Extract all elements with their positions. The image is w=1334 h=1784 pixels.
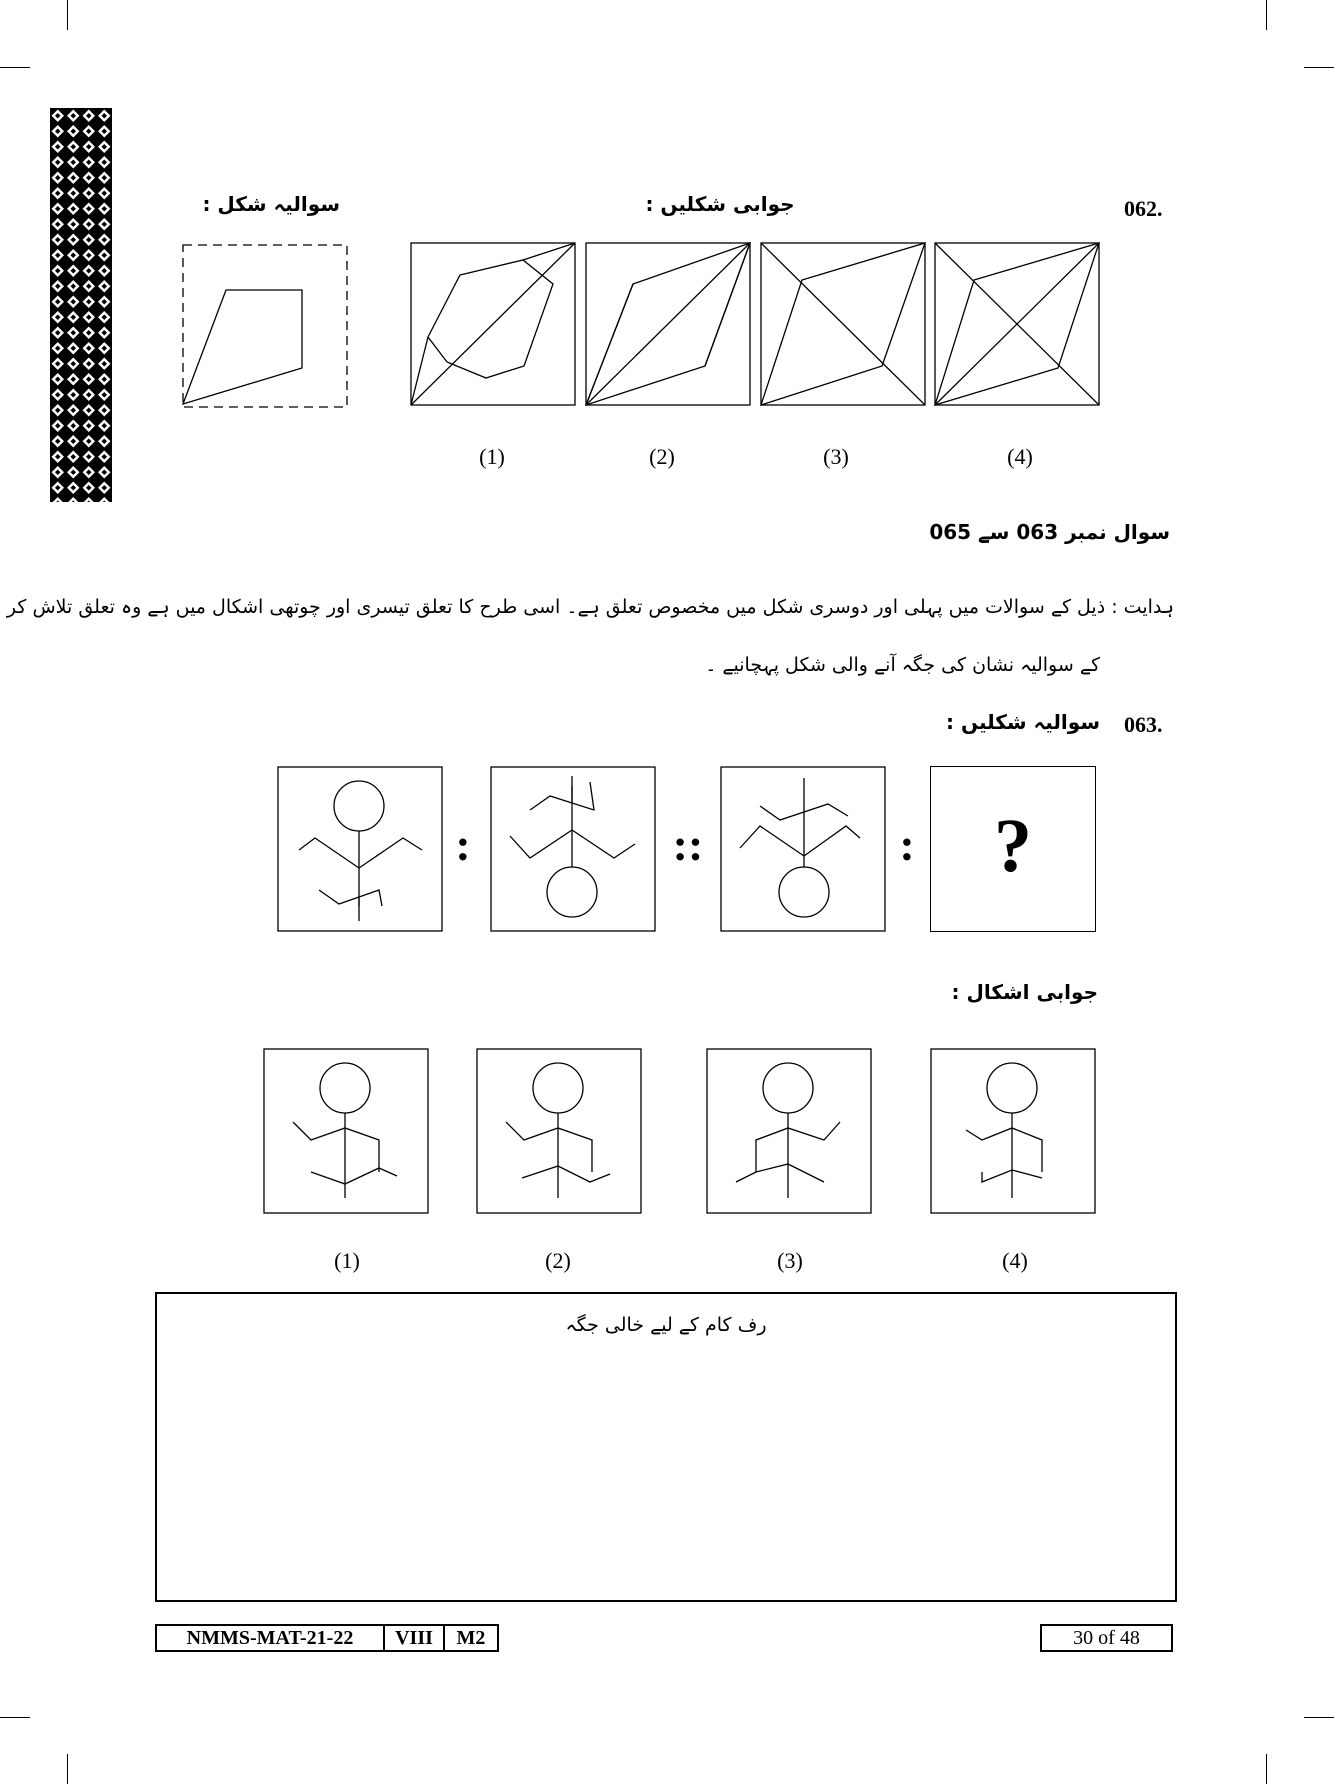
q62-answer-figure-1 bbox=[410, 242, 578, 408]
crop-mark bbox=[67, 0, 68, 30]
footer-class: VIII bbox=[383, 1624, 445, 1652]
footer-page-number: 30 of 48 bbox=[1040, 1624, 1173, 1652]
footer-code-group bbox=[155, 1624, 499, 1652]
q62-question-label: سوالیہ شکل : bbox=[202, 192, 340, 216]
q62-number: 062. bbox=[1124, 196, 1163, 221]
q63-option-label: (1) bbox=[334, 1248, 360, 1273]
q62-answer-figure-4 bbox=[934, 242, 1102, 408]
q63-answer-figure-4 bbox=[930, 1048, 1098, 1216]
q62-option-label: (3) bbox=[823, 444, 849, 469]
rough-work-box bbox=[155, 1292, 1177, 1602]
q62-option-label: (1) bbox=[479, 444, 505, 469]
q62-option-label: (4) bbox=[1007, 444, 1033, 469]
q63-question-figure-4 bbox=[930, 766, 1096, 932]
q63-option-label: (2) bbox=[545, 1248, 571, 1273]
q63-answer-figure-1 bbox=[263, 1048, 431, 1216]
q62-question-figure bbox=[180, 242, 350, 408]
q63-question-label: سوالیہ شکلیں : bbox=[945, 710, 1100, 734]
crop-mark bbox=[1266, 0, 1267, 30]
instruction-line-2: کے سوالیہ نشان کی جگہ آنے والی شکل پہچانیے ۔ bbox=[705, 654, 1100, 676]
q63-ratio-separator-2: : bbox=[899, 819, 915, 870]
crop-mark bbox=[67, 1754, 68, 1784]
section-heading: سوال نمبر 063 سے 065 bbox=[929, 520, 1170, 544]
crop-mark bbox=[0, 67, 30, 68]
question-mark: ? bbox=[994, 804, 1032, 888]
q62-answer-label: جوابی شکلیں : bbox=[645, 192, 795, 216]
q62-option-label: (2) bbox=[649, 444, 675, 469]
q63-answer-figure-3 bbox=[706, 1048, 874, 1216]
footer-paper-code: NMMS-MAT-21-22 bbox=[155, 1624, 385, 1652]
rough-work-title: رف کام کے لیے خالی جگہ bbox=[565, 1314, 767, 1336]
q62-answer-figure-3 bbox=[760, 242, 928, 408]
q63-option-label: (4) bbox=[1002, 1248, 1028, 1273]
q63-number: 063. bbox=[1124, 712, 1163, 737]
crop-mark bbox=[0, 1717, 30, 1718]
q63-question-figure-2 bbox=[490, 766, 658, 934]
q63-proportion-separator: :: bbox=[672, 819, 704, 870]
q63-answer-figure-2 bbox=[476, 1048, 644, 1216]
q63-option-label: (3) bbox=[777, 1248, 803, 1273]
crop-mark bbox=[1266, 1754, 1267, 1784]
q63-answer-label: جوابی اشکال : bbox=[951, 980, 1098, 1004]
footer-medium: M2 bbox=[443, 1624, 499, 1652]
crop-mark bbox=[1304, 67, 1334, 68]
crop-mark bbox=[1304, 1717, 1334, 1718]
q63-question-figure-3 bbox=[720, 766, 888, 934]
q62-answer-figure-2 bbox=[585, 242, 753, 408]
q63-question-figure-1 bbox=[277, 766, 445, 934]
q63-ratio-separator-1: : bbox=[455, 819, 471, 870]
decorative-side-strip bbox=[50, 108, 112, 502]
instruction-line-1: ہدایت : ذیل کے سوالات میں پہلی اور دوسری شکل میں مخصوص تعلق ہے۔ اسی طرح کا تعلق تیسری اور چوتھی اشکال میں ہے وہ تعلق تلاش کر bbox=[6, 596, 1174, 618]
